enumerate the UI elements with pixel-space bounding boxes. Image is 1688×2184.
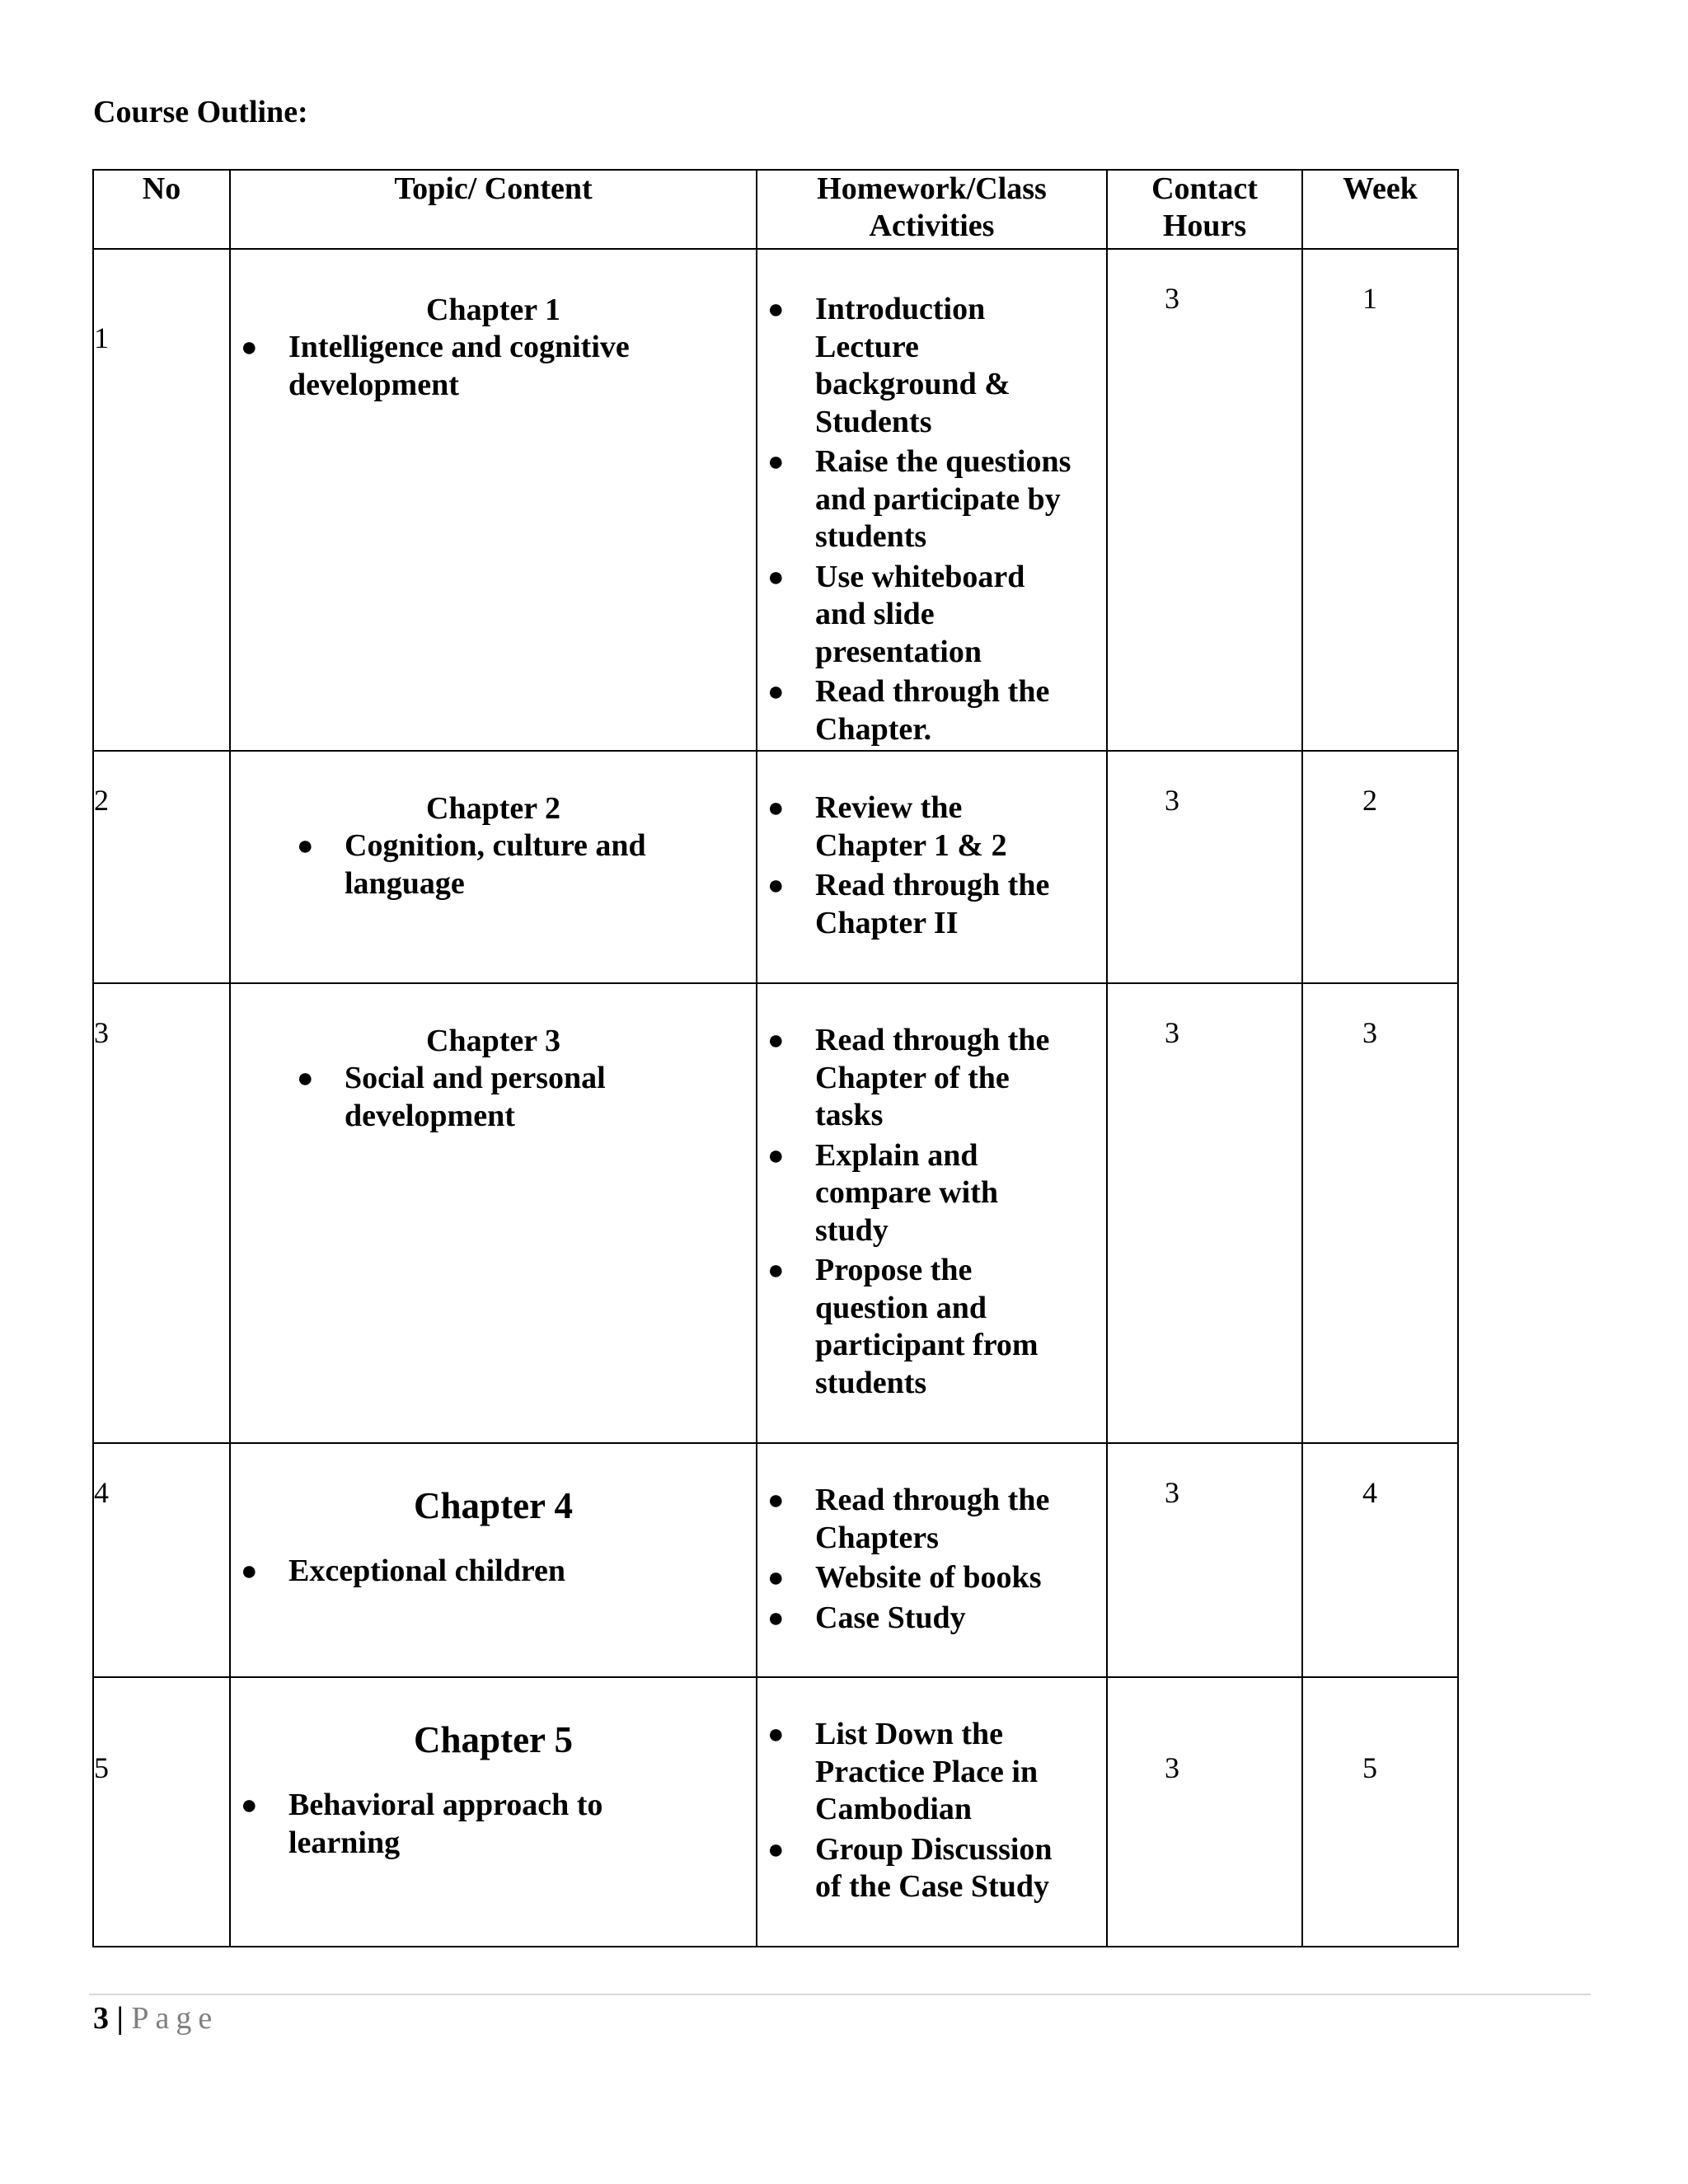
chapter-title: Chapter 2: [426, 791, 560, 826]
topic-item: [231, 1553, 756, 1591]
header-no: No: [93, 170, 230, 249]
chapter-title: Chapter 4: [414, 1485, 573, 1526]
activities-cell: [757, 1443, 1107, 1677]
activity-line: compare with: [815, 1175, 998, 1210]
bullet-icon: ●: [767, 1719, 785, 1750]
contact-hours: 3: [1107, 1677, 1302, 1947]
activity-line: students: [815, 1365, 927, 1400]
contact-hours: 3: [1107, 751, 1302, 983]
topic-line: Social and personal: [345, 1061, 606, 1095]
bullet-icon: ●: [241, 332, 258, 363]
week-number: 1: [1302, 249, 1458, 751]
table-row: [93, 1443, 1458, 1677]
activity-line: Chapter.: [815, 711, 932, 747]
activity-line: presentation: [815, 634, 982, 669]
topic-line: development: [288, 367, 459, 402]
topic-cell: [230, 1443, 757, 1677]
bullet-icon: ●: [767, 677, 785, 707]
topic-item: [287, 1060, 756, 1135]
activity-line: Case Study: [815, 1600, 966, 1635]
activity-item: [757, 1137, 1106, 1250]
activity-line: Propose the: [815, 1253, 973, 1287]
activity-line: Cambodian: [815, 1792, 973, 1826]
activity-line: Raise the questions: [815, 444, 1071, 479]
course-outline-table: [92, 169, 1459, 1947]
topic-cell: [230, 249, 757, 751]
activity-line: Group Discussion: [815, 1831, 1053, 1867]
activity-line: Read through the: [815, 674, 1050, 709]
activity-line: Use whiteboard: [815, 559, 1025, 594]
activity-line: List Down the: [815, 1717, 1004, 1751]
page-footer: [93, 1998, 218, 2039]
bullet-icon: ●: [767, 1602, 785, 1633]
bullet-icon: ●: [767, 1255, 785, 1286]
activity-item: [757, 443, 1106, 556]
page-heading: Course Outline:: [93, 95, 308, 129]
header-week: Week: [1302, 170, 1458, 249]
activity-line: Students: [815, 404, 932, 439]
row-number: 4: [93, 1443, 230, 1677]
topic-item: [287, 827, 756, 902]
topic-line: development: [345, 1098, 515, 1133]
activity-item: [757, 1831, 1106, 1906]
header-topic: Topic/ Content: [230, 170, 757, 249]
activity-line: Website of books: [815, 1560, 1042, 1595]
activities-cell: [757, 751, 1107, 983]
activity-item: [757, 1559, 1106, 1597]
bullet-icon: ●: [767, 294, 785, 325]
activity-item: [757, 1482, 1106, 1557]
activity-line: and participate by: [815, 481, 1061, 517]
topic-line: Intelligence and cognitive: [288, 330, 630, 364]
topic-line: learning: [288, 1825, 401, 1860]
activity-item: [757, 673, 1106, 748]
table-row: [93, 249, 1458, 751]
activity-item: [757, 1252, 1106, 1402]
activities-cell: [757, 1677, 1107, 1947]
topic-item: [231, 1787, 756, 1862]
activity-line: Read through the: [815, 868, 1050, 902]
chapter-title: Chapter 3: [426, 1024, 560, 1058]
chapter-title: Chapter 1: [426, 293, 560, 327]
row-number: 2: [93, 751, 230, 983]
activity-item: [757, 559, 1106, 672]
topic-item: [231, 329, 756, 404]
topic-line: language: [345, 865, 465, 901]
page-word: Page: [131, 2001, 219, 2036]
activity-line: participant from: [815, 1328, 1039, 1362]
topic-cell: [230, 983, 757, 1443]
topic-line: Cognition, culture and: [345, 828, 646, 863]
activities-cell: [757, 249, 1107, 751]
activity-item: [757, 1022, 1106, 1135]
topic-line: Behavioral approach to: [288, 1788, 603, 1822]
table-row: [93, 983, 1458, 1443]
bullet-icon: ●: [767, 1485, 785, 1516]
contact-hours: 3: [1107, 249, 1302, 751]
footer-divider: [89, 1994, 1591, 1995]
activity-item: [757, 790, 1106, 865]
contact-hours: 3: [1107, 983, 1302, 1443]
activity-line: background &: [815, 367, 1010, 401]
activity-line: and slide: [815, 597, 935, 631]
activity-item: [757, 291, 1106, 441]
activity-line: Read through the: [815, 1483, 1050, 1517]
activity-line: Introduction: [815, 292, 986, 326]
activity-line: Practice Place in: [815, 1754, 1039, 1789]
activities-cell: [757, 983, 1107, 1443]
table-row: [93, 1677, 1458, 1947]
bullet-icon: ●: [767, 1834, 785, 1865]
activity-line: study: [815, 1212, 889, 1248]
row-number: 1: [93, 249, 230, 751]
row-number: 5: [93, 1677, 230, 1947]
activity-line: Explain and: [815, 1137, 978, 1173]
topic-cell: [230, 1677, 757, 1947]
bullet-icon: ●: [767, 447, 785, 477]
activity-line: of the Case Study: [815, 1869, 1049, 1904]
activity-item: [757, 867, 1106, 942]
week-number: 4: [1302, 1443, 1458, 1677]
activity-item: [757, 1716, 1106, 1829]
activity-line: students: [815, 519, 927, 554]
bullet-icon: ●: [241, 1556, 258, 1586]
bullet-icon: ●: [767, 1140, 785, 1171]
topic-cell: [230, 751, 757, 983]
activity-line: Chapters: [815, 1520, 939, 1555]
footer-separator: |: [116, 2001, 124, 2036]
activity-line: tasks: [815, 1098, 884, 1132]
header-activities: Homework/Class Activities: [757, 170, 1107, 249]
activity-item: [757, 1600, 1106, 1638]
header-contact-hours: Contact Hours: [1107, 170, 1302, 249]
bullet-icon: ●: [241, 1790, 258, 1821]
activity-line: Chapter 1 & 2: [815, 827, 1007, 863]
week-number: 2: [1302, 751, 1458, 983]
activity-line: Chapter II: [815, 905, 959, 940]
activity-line: Review the: [815, 790, 963, 825]
week-number: 3: [1302, 983, 1458, 1443]
bullet-icon: ●: [767, 870, 785, 901]
week-number: 5: [1302, 1677, 1458, 1947]
activity-line: question and: [815, 1290, 987, 1325]
row-number: 3: [93, 983, 230, 1443]
chapter-title: Chapter 5: [414, 1719, 573, 1760]
bullet-icon: ●: [297, 1063, 314, 1094]
activity-line: Read through the: [815, 1023, 1050, 1057]
contact-hours: 3: [1107, 1443, 1302, 1677]
activity-line: Lecture: [815, 329, 919, 364]
table-header-row: [93, 170, 1458, 249]
table-row: [93, 751, 1458, 983]
bullet-icon: ●: [767, 1025, 785, 1056]
page-number: 3: [93, 2001, 109, 2036]
bullet-icon: ●: [767, 1563, 785, 1593]
activity-line: Chapter of the: [815, 1060, 1010, 1095]
bullet-icon: ●: [297, 831, 314, 861]
topic-line: Exceptional children: [288, 1554, 566, 1588]
bullet-icon: ●: [767, 561, 785, 593]
bullet-icon: ●: [767, 793, 785, 823]
